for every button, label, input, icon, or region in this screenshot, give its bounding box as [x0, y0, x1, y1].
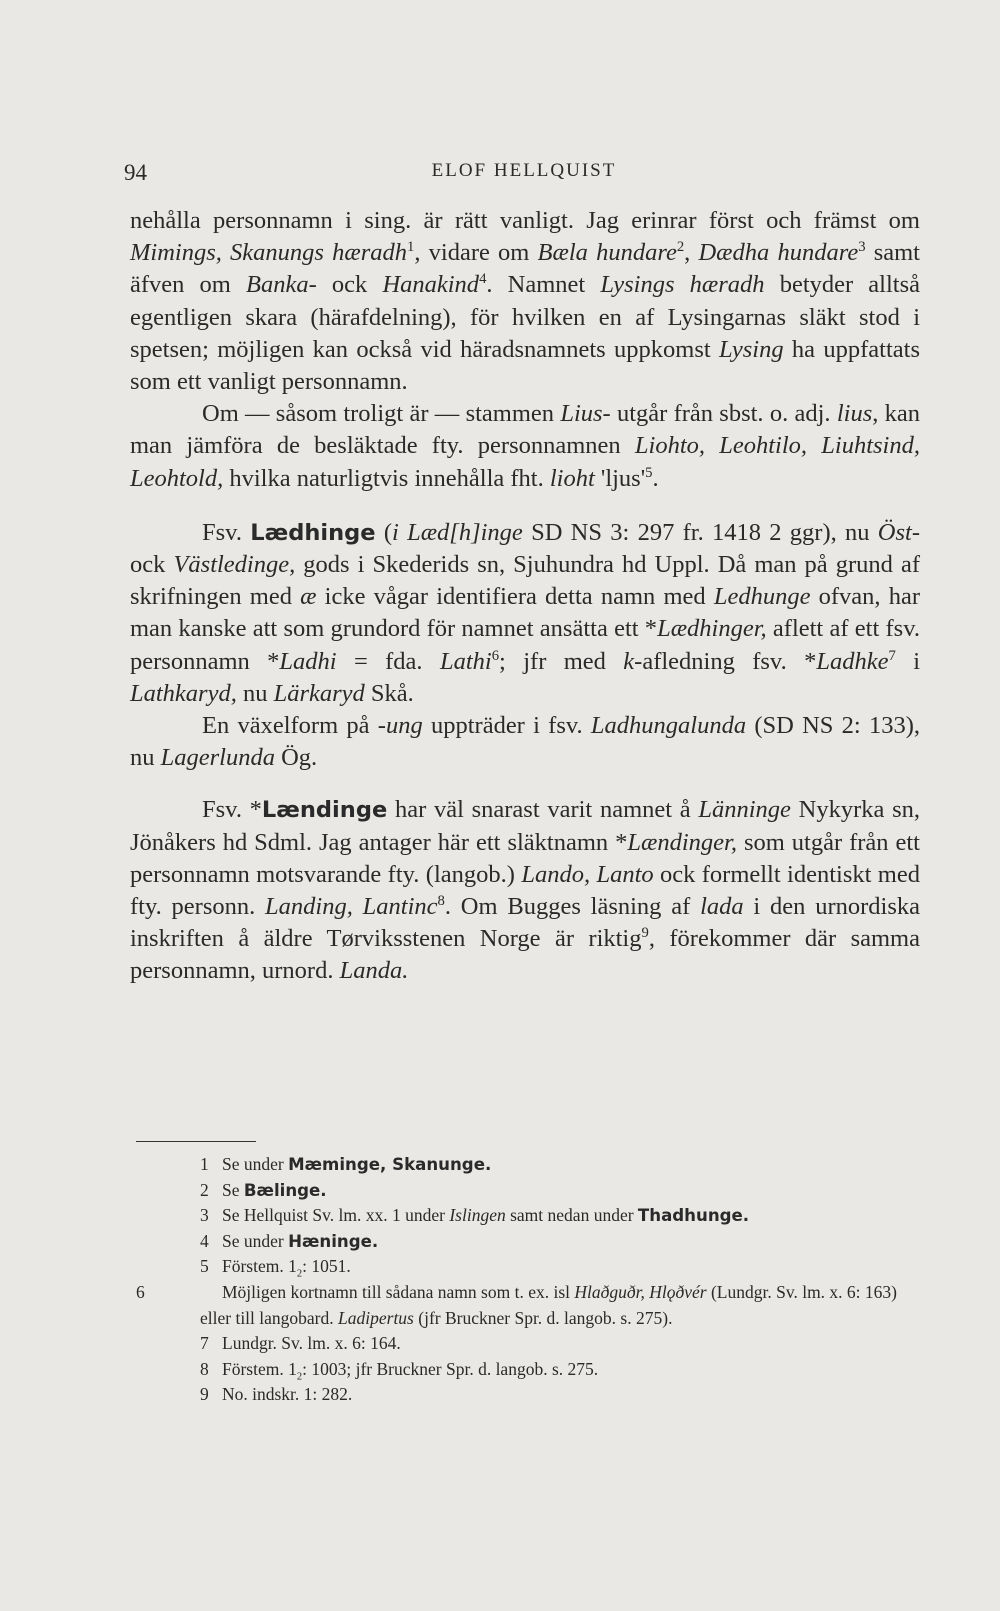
text-run: Se under: [222, 1230, 289, 1251]
text-run: Banka-: [246, 271, 317, 299]
text-run: Se under: [222, 1154, 289, 1174]
text-run: Liohto, Leohtilo, Liuhtsind, Leohtold,: [130, 432, 920, 492]
text-run: Ledhunge: [713, 583, 811, 611]
headword: Thadhunge.: [637, 1206, 750, 1226]
text-run: ,: [684, 239, 699, 267]
page-header: [124, 160, 924, 190]
text-run: SD NS 3: 297 fr. 1418 2 ggr), nu: [522, 518, 878, 546]
text-run: lada: [700, 893, 744, 921]
footnote: [136, 1178, 926, 1204]
text-run: Ög.: [274, 744, 318, 772]
text-run: Förstem. 1: [222, 1358, 297, 1379]
paragraph: [130, 398, 920, 495]
text-run: ock: [130, 551, 174, 579]
text-run: , kan man jämföra de besläktade fty. personnamnen: [130, 400, 921, 460]
footnote: [136, 1382, 926, 1408]
text-run: Mimings, Skanungs hæradh: [130, 239, 408, 267]
footnote-rule: [136, 1141, 256, 1142]
text-run: i: [895, 647, 920, 675]
footnotes: [136, 1152, 926, 1408]
paragraph: [130, 794, 920, 987]
text-run: Lundgr. Sv. lm. x. 6: 164.: [222, 1333, 401, 1354]
text-run: 'ljus': [594, 464, 646, 492]
text-run: Ladhi: [279, 647, 337, 675]
text-run: Ladhungalunda: [590, 712, 747, 740]
paragraph: [130, 517, 920, 710]
text-run: Länninge: [698, 796, 791, 824]
text-run: = fda.: [336, 647, 440, 675]
text-run: æ: [300, 583, 317, 611]
footnote-ref: 1: [407, 239, 415, 256]
text-run: ofvan, har man kanske att som grundord för namnet ansätta ett *: [130, 583, 920, 643]
footnote-number: 9: [200, 1384, 209, 1405]
footnote: [136, 1254, 926, 1280]
footnote-number: 2: [200, 1179, 209, 1200]
footnote-ref: 6: [491, 647, 500, 664]
footnote: [136, 1331, 926, 1357]
text-run: nu: [236, 679, 274, 707]
footnote: [136, 1280, 926, 1331]
text-run: Ladhke: [816, 647, 889, 675]
text-run: ock: [316, 271, 383, 299]
text-run: Landing, Lantinc: [265, 893, 438, 921]
footnote: [136, 1203, 926, 1229]
text-run: nehålla personnamn i sing. är rätt vanligt. Jag erinrar först och främst om: [130, 207, 920, 234]
footnote-ref: 7: [888, 647, 896, 664]
text-run: : 1003; jfr Bruckner Spr. d. langob. s. 275.: [302, 1358, 599, 1379]
text-run: , förekommer där samma personnamn, urnord.: [130, 925, 920, 985]
footnote-ref: 8: [437, 892, 445, 909]
text-run: som utgår från ett personnamn motsvarande fty. (langob.): [130, 828, 920, 888]
headword: Mæminge, Skanunge.: [288, 1155, 492, 1174]
headword: Bælinge.: [243, 1180, 327, 1200]
footnote-number: 1: [200, 1154, 209, 1174]
text-run: Ladipertus: [338, 1307, 414, 1328]
text-run: utgår från sbst. o. adj.: [610, 400, 837, 428]
footnote-number: 4: [200, 1230, 209, 1251]
footnote-number: 8: [200, 1358, 209, 1379]
text-run: 2: [296, 1268, 303, 1280]
text-run: Bæla hundare: [537, 239, 677, 267]
paragraph: [130, 710, 920, 774]
text-run: i den urnordiska inskriften å äldre Tørviksstenen Norge är riktig: [130, 893, 920, 953]
footnote-number: 6: [136, 1281, 145, 1302]
text-run: Lysings hæradh: [600, 271, 765, 299]
text-run: lius: [836, 400, 873, 428]
footnote: [136, 1229, 926, 1255]
text-run: samt nedan under: [505, 1205, 638, 1226]
text-run: i Læd[h]inge: [391, 518, 523, 546]
text-run: Lysing: [718, 335, 784, 363]
text-run: Skå.: [364, 679, 414, 707]
footnote-ref: 2: [676, 239, 685, 256]
text-run: En växelform på: [202, 712, 378, 740]
text-run: . Namnet: [486, 271, 601, 299]
text-run: ock formellt identiskt med fty. personn.: [130, 860, 920, 921]
text-run: -afledning fsv. *: [634, 647, 817, 675]
text-run: (Lundgr. Sv. lm. x. 6: 163) eller till langobard.: [200, 1281, 897, 1328]
text-run: k: [623, 647, 635, 675]
text-run: ; jfr med: [499, 647, 624, 675]
headword: Lædhinge: [250, 519, 376, 546]
text-run: . Om Bugges läsning af: [444, 893, 701, 921]
text-run: (SD NS 2: 133), nu: [130, 712, 920, 772]
text-run: Fsv.: [202, 518, 251, 546]
text-run: Landa.: [339, 957, 409, 985]
paragraph: [130, 205, 920, 398]
text-run: (: [375, 518, 392, 546]
text-run: Hlaðguðr, Hlǫðvér: [574, 1281, 707, 1302]
footnote-ref: 4: [479, 271, 487, 288]
text-run: Öst-: [877, 518, 920, 546]
text-run: Se: [222, 1179, 244, 1200]
text-run: betyder alltså egentligen skara (härafdelning), för hvilken en af Lysingarnas släkt stod i spetsen; möjligen kan också vid häradsnamnets uppkomst: [130, 271, 921, 363]
headword: Lændinge: [261, 797, 388, 824]
text-run: 2: [296, 1371, 303, 1383]
text-run: ha uppfattats som ett vanligt personnamn.: [130, 335, 920, 396]
text-run: No. indskr. 1: 282.: [222, 1384, 353, 1405]
text-run: .: [652, 464, 659, 492]
text-run: Lius-: [560, 400, 611, 428]
text-run: icke vågar identifiera detta namn med: [316, 583, 714, 611]
page-number: 94: [124, 160, 147, 185]
text-run: samt äfven om: [130, 239, 920, 299]
headword: Hæninge.: [288, 1231, 379, 1251]
text-run: Möjligen kortnamn till sådana namn som t. ex. isl: [222, 1281, 575, 1302]
text-run: Västledinge,: [173, 551, 296, 579]
text-run: Lando, Lanto: [521, 860, 654, 888]
text-run: Lædhinger,: [657, 615, 767, 643]
text-run: Förstem. 1: [222, 1256, 297, 1277]
text-run: Lagerlunda: [160, 744, 275, 772]
text-run: har väl snarast varit namnet å: [387, 796, 699, 824]
text-run: Lathkaryd,: [130, 679, 237, 707]
text-run: Dædha hundare: [698, 239, 859, 267]
footnote-number: 3: [200, 1205, 209, 1226]
text-run: Lärkaryd: [273, 679, 365, 707]
footnote-ref: 3: [858, 239, 866, 256]
footnote-ref: 9: [641, 925, 649, 942]
text-run: hvilka naturligtvis innehålla fht.: [223, 464, 550, 492]
text-run: Fsv. *: [202, 796, 262, 824]
text-run: Nykyrka sn, Jönåkers hd Sdml. Jag antager här ett släktnamn *: [130, 796, 921, 856]
footnote: [136, 1152, 926, 1178]
text-run: aflett af ett fsv. personnamn *: [130, 615, 920, 675]
text-run: gods i Skederids sn, Sjuhundra hd Uppl. Då man på grund af skrifningen med: [130, 551, 920, 611]
text-run: Lathi: [439, 647, 492, 675]
running-head: ELOF HELLQUIST: [431, 160, 617, 181]
text-run: Se Hellquist Sv. lm. xx. 1 under: [222, 1205, 450, 1226]
text-run: Hanakind: [382, 271, 480, 299]
text-run: uppträder i fsv.: [422, 712, 591, 740]
text-run: : 1051.: [302, 1256, 351, 1277]
text-run: Islingen: [449, 1205, 506, 1226]
text-run: -ung: [377, 712, 423, 740]
text-run: , vidare om: [414, 239, 538, 267]
footnote: [136, 1357, 926, 1383]
text-run: Om — såsom troligt är — stammen: [202, 400, 561, 428]
text-run: lioht: [549, 464, 595, 492]
body-text: [130, 205, 920, 988]
text-run: (jfr Bruckner Spr. d. langob. s. 275).: [413, 1307, 673, 1328]
text-run: Lændinger,: [627, 828, 737, 856]
footnote-ref: 5: [645, 464, 653, 481]
footnote-number: 7: [200, 1333, 209, 1354]
footnote-number: 5: [200, 1256, 209, 1277]
